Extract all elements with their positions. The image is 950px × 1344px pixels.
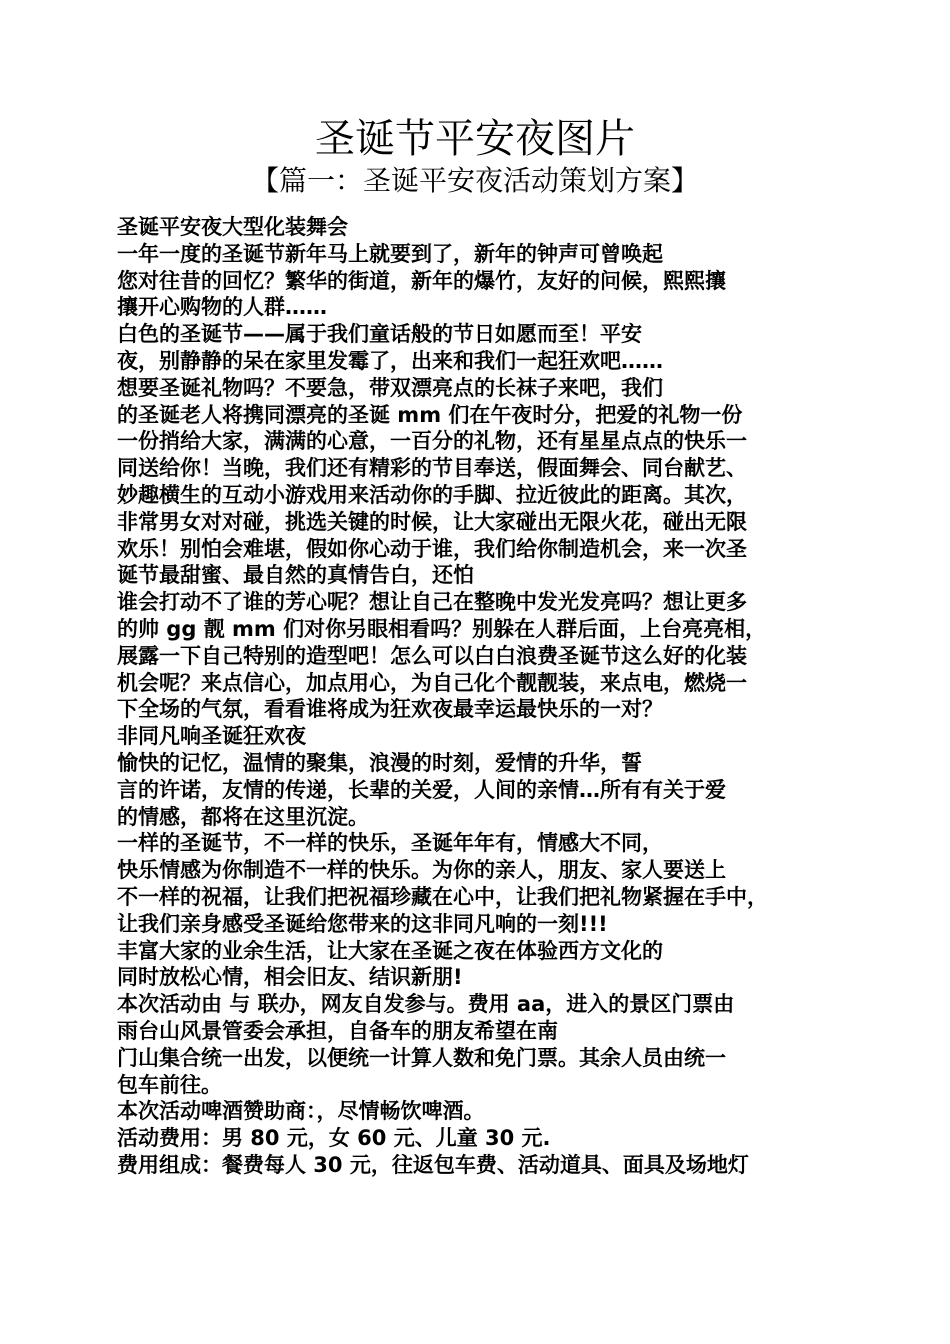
body-text-line: 非同凡响圣诞狂欢夜 [117,724,306,749]
body-text-line: 活动费用：男 80 元，女 60 元、儿童 30 元. [117,1126,551,1151]
body-text-line: 您对往昔的回忆？繁华的街道，新年的爆竹，友好的问候，熙熙攘 [117,268,726,293]
body-text-line: 丰富大家的业余生活，让大家在圣诞之夜在体验西方文化的 [117,938,663,963]
body-text-line: 诞节最甜蜜、最自然的真情告白，还怕 [117,563,474,588]
body-text-line: 本次活动由 与 联办，网友自发参与。费用 aa，进入的景区门票由 [117,992,735,1017]
page-subtitle: 【篇一：圣诞平安夜活动策划方案】 [250,164,699,197]
body-text-line: 的帅 gg 靓 mm 们对你另眼相看吗？别躲在人群后面，上台亮亮相， [117,616,767,641]
body-text-line: 让我们亲身感受圣诞给您带来的这非同凡响的一刻!!! [117,911,608,936]
body-text-line: 一年一度的圣诞节新年马上就要到了，新年的钟声可曾唤起 [117,241,663,266]
body-text-line: 门山集合统一出发，以便统一计算人数和免门票。其余人员由统一 [117,1045,726,1070]
body-text-line: 展露一下自己特别的造型吧！怎么可以白白浪费圣诞节这么好的化装 [117,643,747,668]
body-text-line: 愉快的记忆，温情的聚集，浪漫的时刻，爱情的升华，誓 [117,750,642,775]
body-text-line: 同送给你！当晚，我们还有精彩的节目奉送，假面舞会、同台献艺、 [117,456,747,481]
body-text-line: 快乐情感为你制造不一样的快乐。为你的亲人，朋友、家人要送上 [117,858,726,883]
body-text-line: 攘开心购物的人群…… [117,295,327,320]
body-text-line: 一样的圣诞节，不一样的快乐，圣诞年年有，情感大不同， [117,831,663,856]
body-text-line: 一份捎给大家，满满的心意，一百分的礼物，还有星星点点的快乐一 [117,429,747,454]
body-text-line: 想要圣诞礼物吗？不要急，带双漂亮点的长袜子来吧，我们 [117,375,663,400]
body-text-line: 圣诞平安夜大型化装舞会 [117,215,348,239]
body-text-line: 本次活动啤酒赞助商：，尽情畅饮啤酒。 [117,1099,485,1124]
body-text-line: 费用组成：餐费每人 30 元，往返包车费、活动道具、面具及场地灯 [117,1152,749,1177]
body-text-line: 言的许诺，友情的传递，长辈的关爱，人间的亲情…所有有关于爱 [117,777,726,802]
body-text-line: 妙趣横生的互动小游戏用来活动你的手脚、拉近彼此的距离。其次， [117,482,747,507]
body-text-line: 白色的圣诞节——属于我们童话般的节日如愿而至！平安 [117,322,642,347]
body-text-line: 不一样的祝福，让我们把祝福珍藏在心中，让我们把礼物紧握在手中， [117,884,768,909]
body-text-line: 包车前往。 [117,1072,222,1097]
document-body [117,214,847,1179]
body-text-line: 下全场的气氛，看看谁将成为狂欢夜最幸运最快乐的一对？ [117,697,663,722]
body-text-line: 雨台山风景管委会承担，自备车的朋友希望在南 [117,1018,558,1043]
body-text-line: 欢乐！别怕会难堪，假如你心动于谁，我们给你制造机会，来一次圣 [117,536,747,561]
body-text-line: 夜，别静静的呆在家里发霉了，出来和我们一起狂欢吧…… [117,348,663,373]
body-text-line: 谁会打动不了谁的芳心呢？想让自己在整晚中发光发亮吗？想让更多 [117,590,747,615]
body-text-line: 非常男女对对碰，挑选关键的时候，让大家碰出无限火花，碰出无限 [117,509,747,534]
body-text-line: 的圣诞老人将携同漂亮的圣诞 mm 们在午夜时分，把爱的礼物一份 [117,402,743,427]
body-text-line: 机会呢？来点信心，加点用心，为自己化个靓靓装，来点电，燃烧一 [117,670,747,695]
body-text-line: 的情感，都将在这里沉淀。 [117,804,369,829]
page-title: 圣诞节平安夜图片 [315,116,635,162]
body-text-line: 同时放松心情，相会旧友、结识新朋! [117,965,463,990]
